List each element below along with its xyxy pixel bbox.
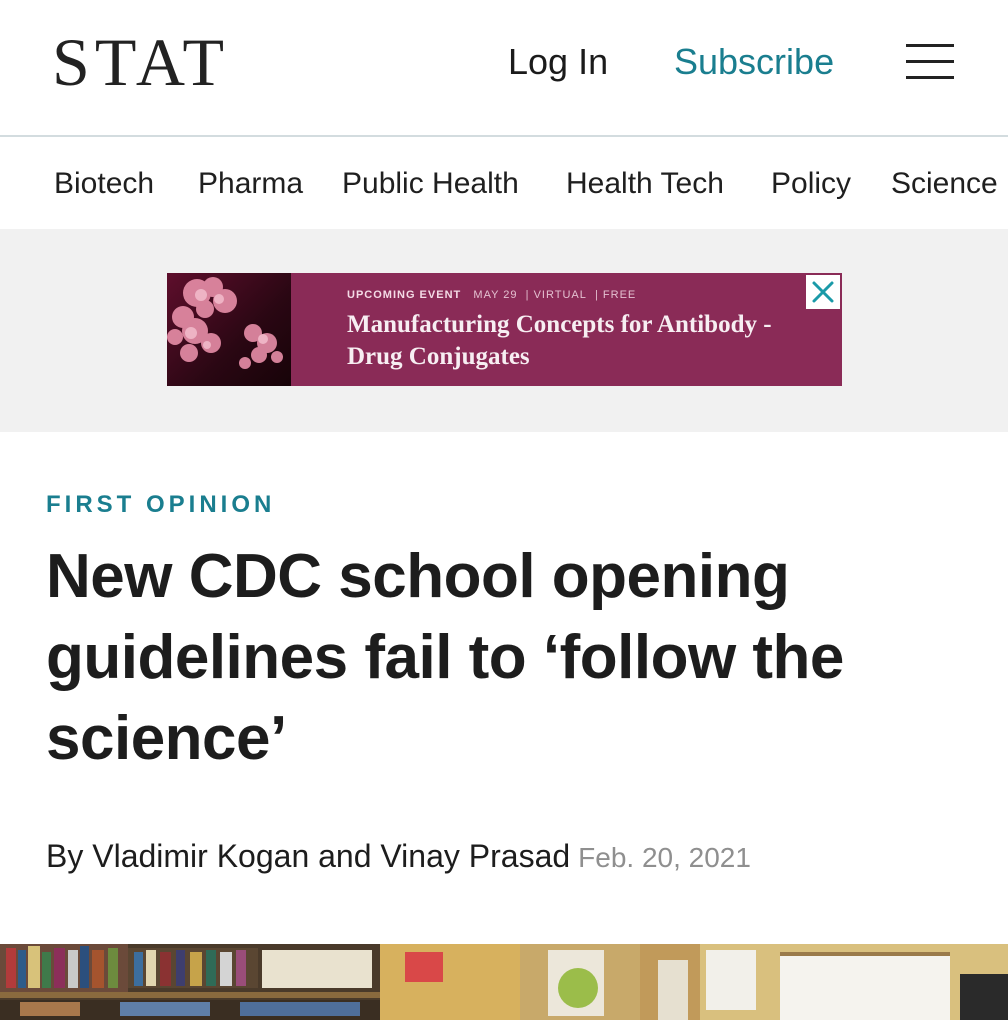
nav-item-public-health[interactable]: Public Health bbox=[342, 167, 519, 200]
nav-item-science[interactable]: Science bbox=[891, 167, 998, 200]
nav-item-pharma[interactable]: Pharma bbox=[198, 167, 304, 200]
byline bbox=[46, 836, 751, 878]
publish-date: Feb. 20, 2021 bbox=[578, 842, 751, 873]
site-header bbox=[0, 0, 1008, 137]
ad-eyebrow-label: UPCOMING EVENT bbox=[347, 289, 462, 301]
ad-eyebrow-price: FREE bbox=[602, 289, 637, 301]
nav-item-policy[interactable]: Policy bbox=[771, 167, 852, 200]
section-nav bbox=[0, 139, 1008, 229]
hero-photo bbox=[0, 944, 1008, 1020]
ad-band bbox=[0, 229, 1008, 432]
nav-item-health-tech[interactable]: Health Tech bbox=[566, 167, 724, 200]
ad-eyebrow: UPCOMING EVENT MAY 29 | VIRTUAL | FREE bbox=[347, 289, 637, 301]
byline-authors[interactable]: By Vladimir Kogan and Vinay Prasad bbox=[46, 838, 571, 874]
article-headline: New CDC school opening guidelines fail to ‘follow the science’ bbox=[46, 542, 844, 773]
stat-logo[interactable]: STAT bbox=[52, 24, 230, 100]
ad-eyebrow-date: MAY 29 bbox=[473, 289, 518, 301]
subscribe-link[interactable]: Subscribe bbox=[674, 41, 835, 82]
ad-eyebrow-format: VIRTUAL bbox=[533, 289, 587, 301]
ad-molecule-image bbox=[167, 273, 291, 386]
nav-item-biotech[interactable]: Biotech bbox=[54, 167, 155, 200]
login-link[interactable]: Log In bbox=[508, 41, 609, 82]
hamburger-menu-icon[interactable] bbox=[906, 44, 954, 80]
section-label[interactable]: FIRST OPINION bbox=[46, 491, 276, 518]
close-x-icon[interactable] bbox=[806, 275, 840, 309]
event-ad-banner[interactable] bbox=[167, 273, 842, 386]
ad-title[interactable]: Manufacturing Concepts for Antibody - Drug Conjugates bbox=[347, 311, 772, 370]
